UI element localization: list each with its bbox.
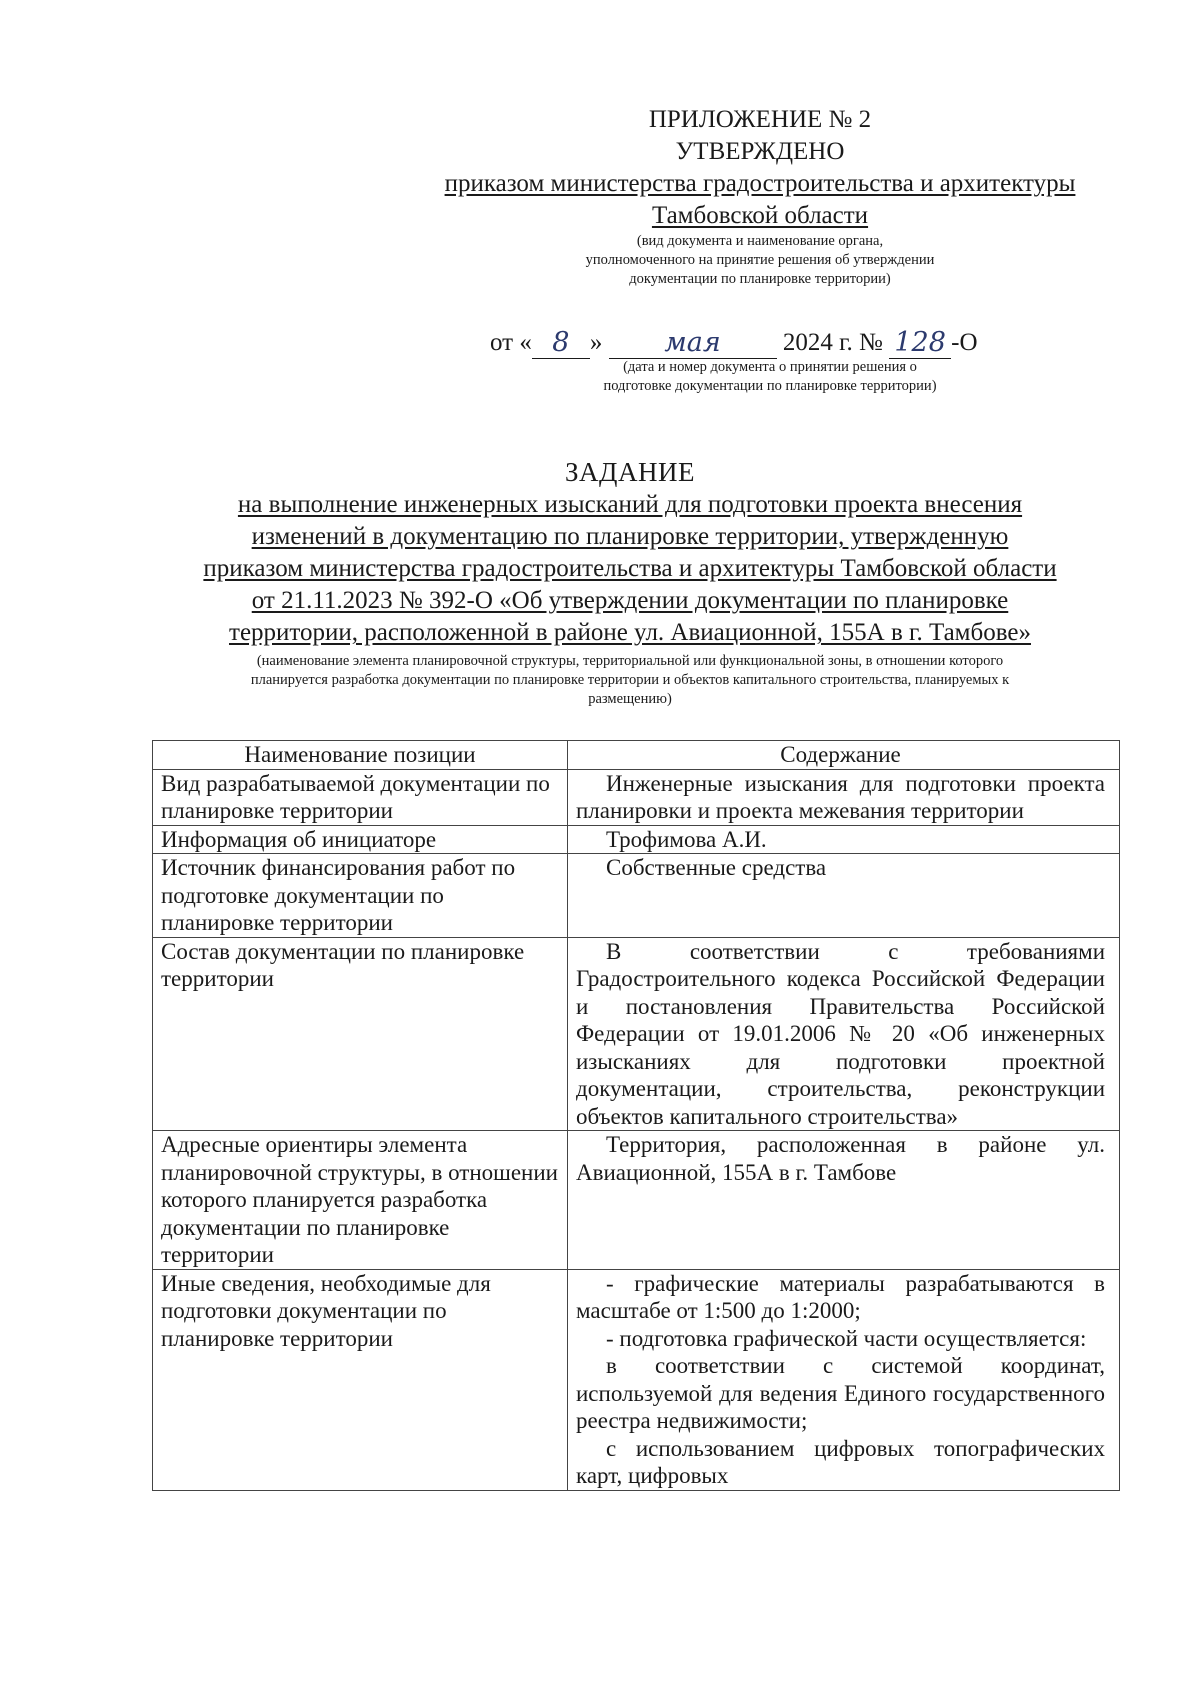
row-content-line: - подготовка графической части осуществляется: (606, 1325, 1087, 1351)
row-content-line: с использованием цифровых топографических карт, цифровых (576, 1435, 1105, 1488)
order-date-line (490, 327, 978, 359)
order-number-suffix: -О (951, 329, 978, 356)
month-value: мая (664, 327, 721, 358)
row-name: Иные сведения, необходимые для подготовки документации по планировке территории (153, 1269, 568, 1490)
day-value: 8 (552, 327, 570, 358)
row-content-text: Инженерные изыскания для подготовки проекта планировки и проекта межевания территории (576, 770, 1105, 823)
row-content (568, 825, 1120, 854)
task-note-1: (наименование элемента планировочной структуры, территориальной или функциональной зоны, в отношении которого (256, 653, 1004, 669)
row-content-text: Трофимова А.И. (606, 826, 767, 852)
table-row (153, 1131, 1120, 1270)
task-subject-4: от 21.11.2023 № 392-О «Об утверждении документации по планировке (251, 587, 1009, 614)
table-header-row (153, 741, 1120, 770)
table-row (153, 825, 1120, 854)
header-note-2: уполномоченного на принятие решения об утверждении (585, 252, 935, 268)
header-note-1: (вид документа и наименование органа, (636, 233, 884, 249)
row-content-text: В соответствии с требованиями Градостроительного кодекса Российской Федерации и постановления Правительства Российской Федерации от 19.01.2006 № 20 «Об инженерных изысканиях для подготовки проектной документации, строительства, реконструкции объектов капитального строительства» (576, 938, 1105, 1129)
row-content-line: - графические материалы разрабатываются в масштабе от 1:500 до 1:2000; (576, 1270, 1105, 1323)
header-note-3: документации по планировке территории) (629, 271, 891, 287)
row-name: Адресные ориентиры элемента планировочной структуры, в отношении которого планируется разработка документации по планировке территории (153, 1131, 568, 1270)
date-mid: » (589, 329, 603, 356)
row-name: Состав документации по планировке территории (153, 937, 568, 1131)
table-row (153, 854, 1120, 938)
row-content (568, 1269, 1120, 1490)
row-name: Источник финансирования работ по подготовке документации по планировке территории (153, 854, 568, 938)
appendix-number: ПРИЛОЖЕНИЕ № 2 (648, 106, 872, 133)
task-subject-5: территории, расположенной в районе ул. Авиационной, 155А в г. Тамбове» (229, 619, 1031, 646)
row-content-text: Территория, расположенная в районе ул. Авиационной, 155А в г. Тамбове (576, 1132, 1105, 1185)
order-number-field (889, 328, 951, 359)
task-subject-1: на выполнение инженерных изысканий для подготовки проекта внесения (237, 491, 1023, 518)
date-prefix: от « (490, 329, 532, 356)
month-field (609, 328, 777, 359)
date-note-2: подготовке документации по планировке территории) (603, 378, 937, 394)
approving-order-line-1: приказом министерства градостроительства и архитектуры (444, 170, 1076, 197)
row-content (568, 769, 1120, 825)
task-title: ЗАДАНИЕ (565, 457, 695, 487)
date-note-1: (дата и номер документа о принятии решения о (623, 359, 917, 375)
order-number-value: 128 (894, 327, 946, 358)
header-position-name: Наименование позиции (153, 741, 568, 770)
task-note-2: планируется разработка документации по планировке территории и объектов капитального строительства, планируемых к (250, 672, 1010, 688)
row-name: Информация об инициаторе (153, 825, 568, 854)
row-name: Вид разрабатываемой документации по планировке территории (153, 769, 568, 825)
header-content: Содержание (568, 741, 1120, 770)
task-note (125, 652, 1135, 709)
task-subject-3: приказом министерства градостроительства и архитектуры Тамбовской области (203, 555, 1057, 582)
row-content (568, 1131, 1120, 1270)
row-content (568, 937, 1120, 1131)
task-note-3: размещению) (588, 691, 672, 707)
task-heading (125, 455, 1135, 709)
task-table (152, 740, 1120, 1491)
row-content-line: в соответствии с системой координат, используемой для ведения Единого государственного реестра недвижимости; (576, 1353, 1105, 1433)
year-label: 2024 г. № (782, 329, 883, 356)
row-content-text: Собственные средства (606, 855, 827, 880)
task-subject-2: изменений в документацию по планировке территории, утвержденную (251, 523, 1009, 550)
date-note (530, 358, 1010, 396)
row-content (568, 854, 1120, 938)
table-row (153, 769, 1120, 825)
day-field (532, 328, 590, 359)
table-row (153, 937, 1120, 1131)
approving-order-line-2: Тамбовской области (651, 202, 869, 229)
approval-header (380, 104, 1140, 289)
approved-label: УТВЕРЖДЕНО (675, 138, 845, 165)
table-row (153, 1269, 1120, 1490)
